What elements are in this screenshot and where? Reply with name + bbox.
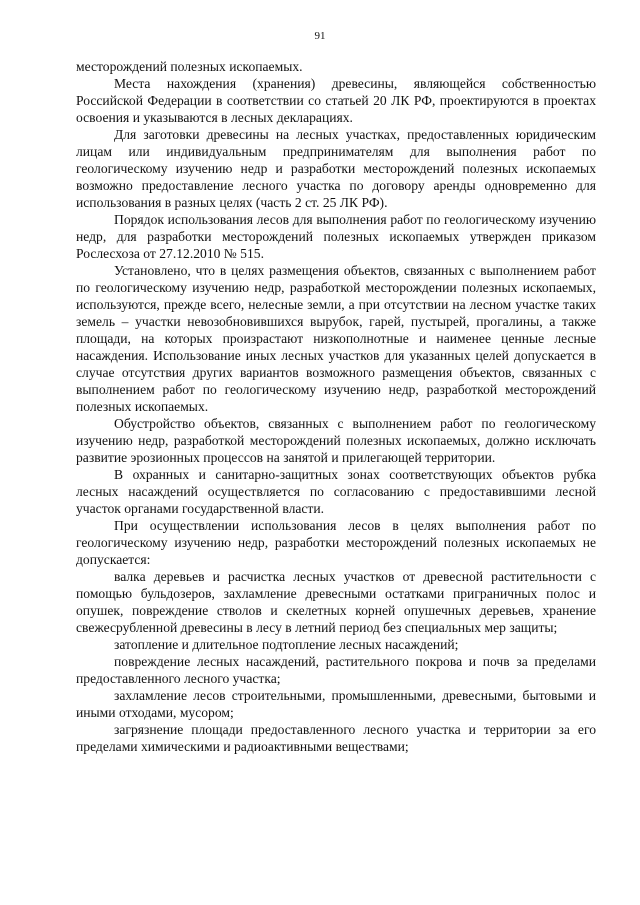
paragraph: Установлено, что в целях размещения объектов, связанных с выполнением работ по геологическому изучению недр, разработкой месторождении полезных ископаемых, используются, прежде всего, нелесные земли, а при отсутствии на лесном участке таких земель – участки невозобновившихся вырубок, гарей, пустырей, прогалины, а также площади, на которых произрастают низкополнотные и наименее ценные лесные насаждения. Использование иных лесных участков для указанных целей допускается в случае отсутствия других вариантов возможного размещения объектов, связанных с выполнением работ по геологическому изучению недр, разработкой месторождений полезных ископаемых. <box>76 263 596 414</box>
list-item: захламление лесов строительными, промышленными, древесными, бытовыми и иными отходами, мусором; <box>76 688 596 720</box>
paragraph: Для заготовки древесины на лесных участках, предоставленных юридическим лицам или индивидуальным предпринимателям для выполнения работ по геологическому изучению недр и разработки месторождений полезных ископаемых возможно предоставление лесного участка по договору аренды одновременно для использования в разных целях (часть 2 ст. 25 ЛК РФ). <box>76 127 596 210</box>
list-item: валка деревьев и расчистка лесных участков от древесной растительности с помощью бульдозеров, захламление древесными остатками приграничных полос и опушек, повреждение стволов и скелетных корней опушечных деревьев, хранение свежесрубленной древесины в лесу в летний период без специальных мер защиты; <box>76 569 596 635</box>
list-item: затопление и длительное подтопление лесных насаждений; <box>114 637 459 652</box>
paragraph: Обустройство объектов, связанных с выполнением работ по геологическому изучению недр, разработкой месторождений полезных ископаемых, должно исключать развитие эрозионных процессов на занятой и прилегающей территории. <box>76 416 596 465</box>
list-item: загрязнение площади предоставленного лесного участка и территории за его пределами химическими и радиоактивными веществами; <box>76 722 596 754</box>
paragraph: При осуществлении использования лесов в целях выполнения работ по геологическому изучению недр, разработки месторождений полезных ископаемых не допускается: <box>76 518 596 567</box>
paragraph: месторождений полезных ископаемых. <box>76 59 303 74</box>
paragraph: Места нахождения (хранения) древесины, являющейся собственностью Российской Федерации в соответствии со статьей 20 ЛК РФ, проектируются в проектах освоения и указываются в лесных декларациях. <box>76 76 596 125</box>
page-number: 91 <box>314 30 326 42</box>
document-body <box>76 58 596 755</box>
paragraph: Порядок использования лесов для выполнения работ по геологическому изучению недр, для разработки месторождений полезных ископаемых утвержден приказом Рослесхоза от 27.12.2010 № 515. <box>76 212 596 261</box>
list-item: повреждение лесных насаждений, растительного покрова и почв за пределами предоставленного лесного участка; <box>76 654 596 686</box>
paragraph: В охранных и санитарно-защитных зонах соответствующих объектов рубка лесных насаждений осуществляется по согласованию с предоставившими лесной участок органами государственной власти. <box>76 467 596 516</box>
